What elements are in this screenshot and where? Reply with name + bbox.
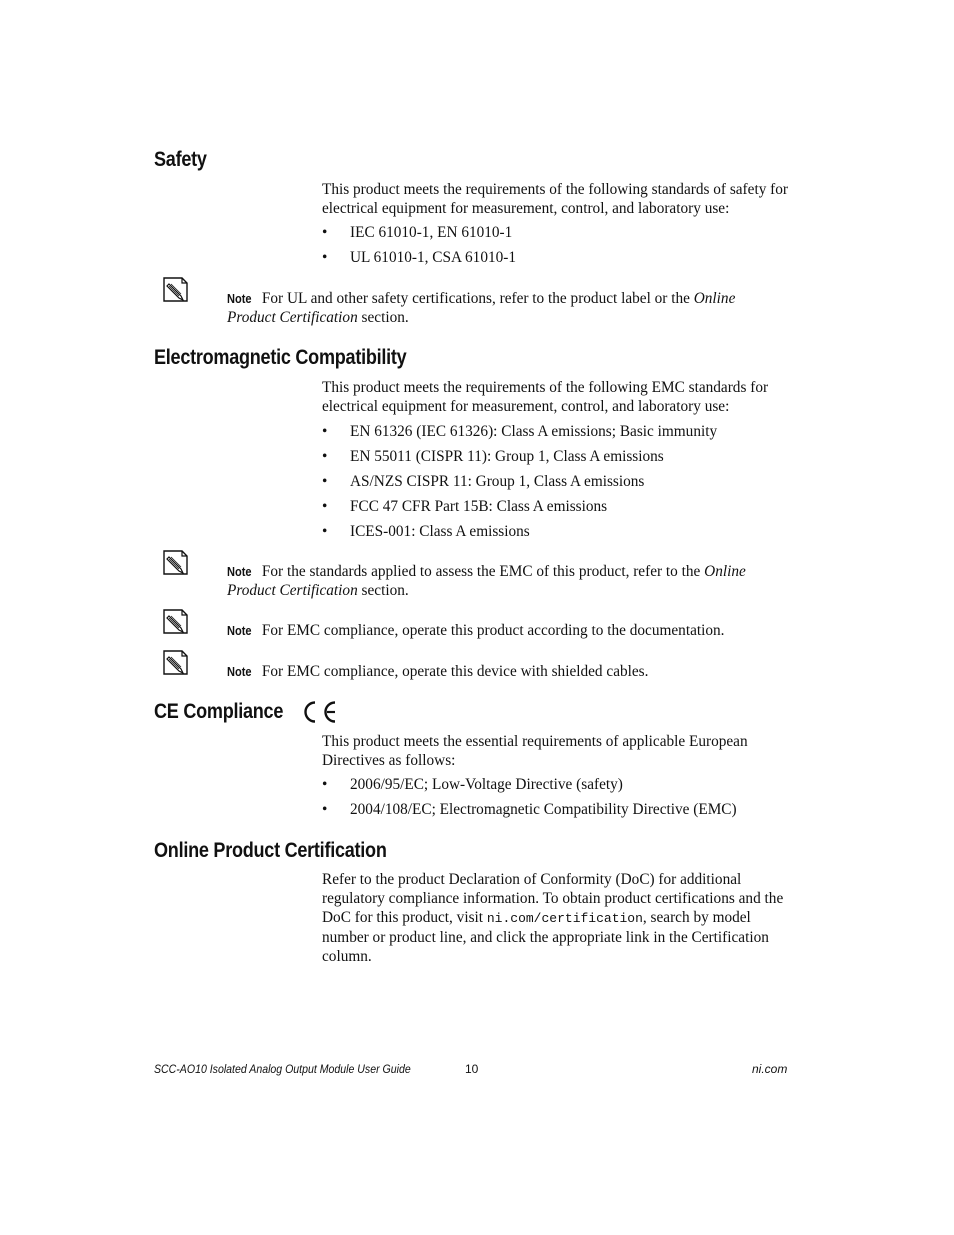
- note-label: Note: [227, 664, 252, 679]
- note-label: Note: [227, 623, 252, 638]
- ce-heading: CE Compliance: [154, 700, 284, 723]
- list-item: • UL 61010-1, CSA 61010-1: [322, 249, 517, 266]
- bullet-icon: •: [322, 523, 328, 540]
- note-label: Note: [227, 564, 252, 579]
- document-page: Safety This product meets the requirements of the following standards of safety for electrical equipment for measurement, control, and laboratory use: • IEC 61010-1, EN 61010-1 • UL 61010-1, CSA 61010-1 Note For UL and other safety certifications, refer to the product label or the Online Product Certification section. Electromagnetic Compatibility This product meets the requirements of the following EMC standards for electrical equipment for measurement, control, and laboratory use: • EN 61326 (IEC 61326): Class A emissions; Basic immunity • EN 55011 (CISPR 11): Group 1, Class A emissions • AS/NZS CISPR 11: Group 1, Class A emissions • FCC 47 CFR Part 15B: Class A emissions • ICES-001: Class A emissions Note For the standards applied to assess the EMC of this product, refer to the Online Product Certification section. Note For EMC compliance, operate this product according to the documentation. Note For EMC compliance, operate this device with shielded cables. CE Compliance This product meets the essential requirements of applicable European Directives as follows: • 2006/95/EC; Low-Voltage Directive (safety) • 2004/108/EC; Electromagnetic Compatibility Directive (EMC) Online Product Certification Refer to the product Declaration of Conformity (DoC) for additional regulatory compliance information. To obtain product certifications and the DoC for this product, visit ni.com/certification, search by model number or product line, and click the appropriate link in the Certification column. SCC-AO10 Isolated Analog Output Module User Guide 10 ni.com: [0, 0, 954, 1235]
- certification-link[interactable]: ni.com/certification: [486, 911, 643, 926]
- safety-heading: Safety: [154, 148, 207, 171]
- ce-intro: This product meets the essential requirements of applicable European Directives as follows:: [322, 733, 748, 769]
- note-pencil-icon: [160, 648, 190, 678]
- list-item: • EN 61326 (IEC 61326): Class A emissions; Basic immunity: [322, 423, 718, 440]
- note-pencil-icon: [160, 548, 190, 578]
- footer-website[interactable]: ni.com: [752, 1062, 788, 1076]
- bullet-icon: •: [322, 448, 328, 465]
- list-item: • ICES-001: Class A emissions: [322, 523, 530, 540]
- note-pencil-icon: [160, 607, 190, 637]
- note-pencil-icon: [160, 275, 190, 305]
- online-cert-text: Refer to the product Declaration of Conformity (DoC) for additional regulatory compliance information. To obtain product certifications and the DoC for this product, visit ni.com/certification, search by model number or product line, and click the appropriate link in the Certification column.: [322, 871, 784, 965]
- ce-bullet-list: [322, 775, 792, 825]
- ce-mark-icon: [298, 699, 338, 725]
- emc-intro: This product meets the requirements of the following EMC standards for electrical equipment for measurement, control, and laboratory use:: [322, 379, 769, 415]
- bullet-icon: •: [322, 801, 328, 818]
- note-label: Note: [227, 291, 252, 306]
- list-item: • 2004/108/EC; Electromagnetic Compatibility Directive (EMC): [322, 801, 737, 818]
- list-item: • 2006/95/EC; Low-Voltage Directive (safety): [322, 776, 623, 793]
- emc-heading: Electromagnetic Compatibility: [154, 346, 407, 369]
- list-item: • EN 55011 (CISPR 11): Group 1, Class A emissions: [322, 448, 664, 465]
- footer-page-number: 10: [465, 1062, 479, 1076]
- safety-bullet-list: [322, 223, 792, 273]
- online-cert-heading: Online Product Certification: [154, 839, 387, 862]
- footer-doc-title: SCC-AO10 Isolated Analog Output Module User Guide: [154, 1062, 411, 1076]
- bullet-icon: •: [322, 423, 328, 440]
- bullet-icon: •: [322, 776, 328, 793]
- list-item: • FCC 47 CFR Part 15B: Class A emissions: [322, 498, 608, 515]
- list-item: • IEC 61010-1, EN 61010-1: [322, 224, 513, 241]
- emc-bullet-list: [322, 422, 792, 547]
- bullet-icon: •: [322, 249, 328, 266]
- list-item: • AS/NZS CISPR 11: Group 1, Class A emissions: [322, 473, 645, 490]
- bullet-icon: •: [322, 224, 328, 241]
- bullet-icon: •: [322, 498, 328, 515]
- safety-intro: This product meets the requirements of the following standards of safety for electrical equipment for measurement, control, and laboratory use:: [322, 181, 789, 217]
- xref-online-certification: Online Product Certification: [227, 290, 736, 326]
- bullet-icon: •: [322, 473, 328, 490]
- xref-online-certification: Online Product Certification: [227, 563, 746, 599]
